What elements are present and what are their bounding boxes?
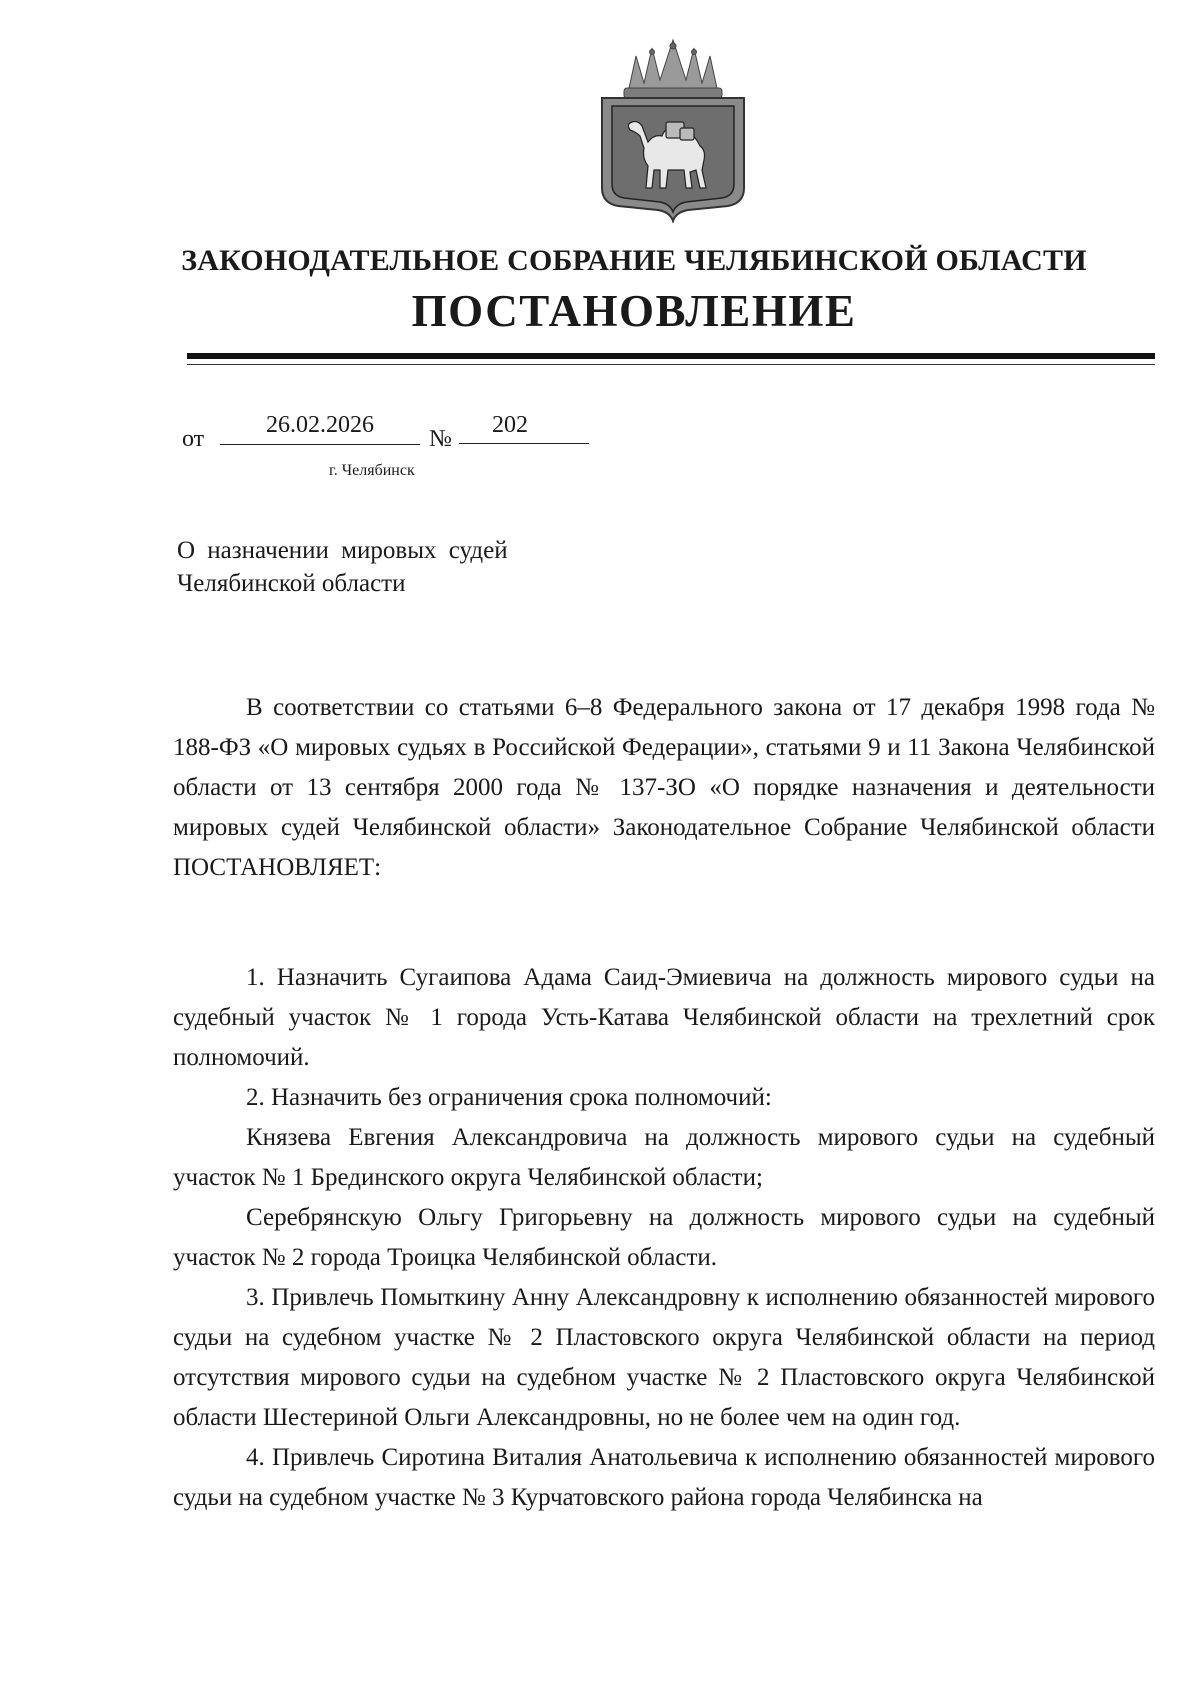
item-paragraph: 4. Привлечь Сиротина Виталия Анатольевича к исполнению обязанностей мирового судьи на судебном участке № 3 Курчатовского района города Челябинска на bbox=[173, 1444, 1155, 1511]
chelyabinsk-coat-of-arms-icon bbox=[588, 38, 758, 223]
header-rule-thin bbox=[187, 364, 1155, 365]
document-number: 202 bbox=[459, 412, 589, 444]
city-label: г. Челябинск bbox=[329, 462, 415, 479]
preamble-section bbox=[173, 688, 1155, 888]
document-type-heading: ПОСТАНОВЛЕНИЕ bbox=[411, 286, 857, 336]
subject-line-2: Челябинской области bbox=[177, 570, 406, 597]
document-date: 26.02.2026 bbox=[220, 412, 420, 445]
item-paragraph: 3. Привлечь Помыткину Анну Александровну к исполнению обязанностей мирового судьи на судебном участке № 2 Пластовского округа Челябинской области на период отсутствия мирового судьи на судебном участке № 2 Пластовского округа Челябинской области Шестериной Ольги Александровны, но не более чем на один год. bbox=[173, 1284, 1155, 1431]
resolution-items bbox=[173, 958, 1155, 1518]
date-prefix: от bbox=[182, 426, 205, 452]
header-rule-thick bbox=[187, 353, 1155, 359]
date-number-line bbox=[182, 412, 602, 452]
preamble-paragraph: В соответствии со статьями 6–8 Федерального закона от 17 декабря 1998 года № 188-ФЗ «О мировых судьях в Российской Федерации», статьями 9 и 11 Закона Челябинской области от 13 сентября 2000 года № 137-ЗО «О порядке назначения и деятельности мировых судей Челябинской области» Законодательное Собрание Челябинской области ПОСТАНОВЛЯЕТ: bbox=[173, 694, 1155, 881]
subject-line-1: О назначении мировых судей bbox=[177, 537, 508, 564]
organization-title: ЗАКОНОДАТЕЛЬНОЕ СОБРАНИЕ ЧЕЛЯБИНСКОЙ ОБЛАСТИ bbox=[181, 244, 1087, 277]
item-paragraph: 1. Назначить Сугаипова Адама Саид-Эмиевича на должность мирового судьи на судебный участок № 1 города Усть-Катава Челябинской области на трехлетний срок полномочий. bbox=[173, 964, 1155, 1071]
document-subject bbox=[177, 534, 577, 600]
number-label: № bbox=[429, 426, 452, 452]
item-paragraph: 2. Назначить без ограничения срока полномочий: bbox=[246, 1084, 772, 1111]
item-paragraph: Князева Евгения Александровича на должность мирового судьи на судебный участок № 1 Брединского округа Челябинской области; bbox=[173, 1124, 1155, 1191]
item-paragraph: Серебрянскую Ольгу Григорьевну на должность мирового судьи на судебный участок № 2 города Троицка Челябинской области. bbox=[173, 1204, 1155, 1271]
